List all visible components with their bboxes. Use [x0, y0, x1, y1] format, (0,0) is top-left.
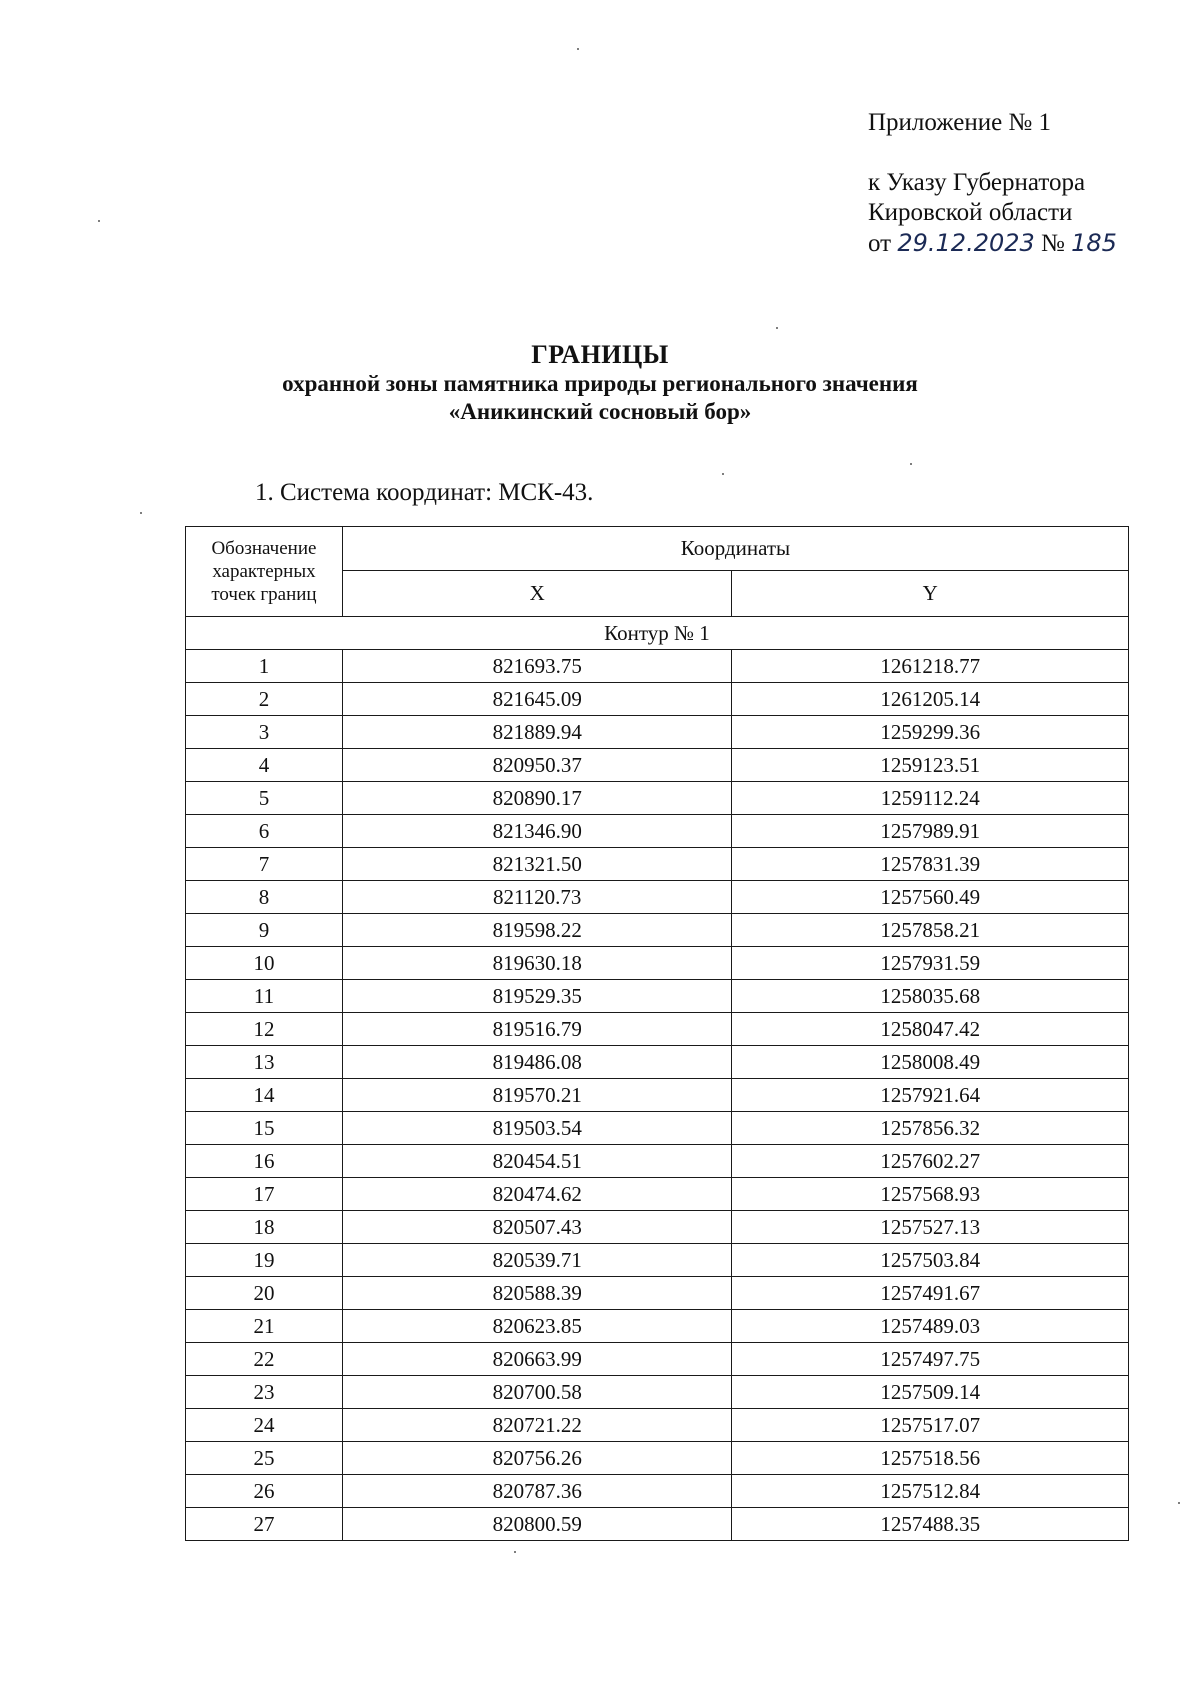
table-row [186, 683, 1129, 716]
scan-speck [910, 463, 912, 465]
y-cell: 1257560.49 [732, 881, 1129, 914]
y-cell: 1261205.14 [732, 683, 1129, 716]
table-row [186, 1376, 1129, 1409]
x-cell: 820756.26 [342, 1442, 732, 1475]
point-cell: 25 [186, 1442, 343, 1475]
point-cell: 5 [186, 782, 343, 815]
table-row [186, 1079, 1129, 1112]
header-y: Y [732, 571, 1129, 617]
x-cell: 820950.37 [342, 749, 732, 782]
point-cell: 17 [186, 1178, 343, 1211]
point-cell: 4 [186, 749, 343, 782]
point-cell: 13 [186, 1046, 343, 1079]
table-row [186, 782, 1129, 815]
y-cell: 1257503.84 [732, 1244, 1129, 1277]
y-cell: 1259112.24 [732, 782, 1129, 815]
table-row [186, 848, 1129, 881]
appendix-block [868, 108, 1117, 259]
y-cell: 1257527.13 [732, 1211, 1129, 1244]
x-cell: 820800.59 [342, 1508, 732, 1541]
y-cell: 1261218.77 [732, 650, 1129, 683]
table-row [186, 815, 1129, 848]
y-cell: 1257512.84 [732, 1475, 1129, 1508]
table-row [186, 749, 1129, 782]
x-cell: 821120.73 [342, 881, 732, 914]
table-row [186, 947, 1129, 980]
x-cell: 819516.79 [342, 1013, 732, 1046]
point-cell: 6 [186, 815, 343, 848]
appendix-date-line [868, 228, 1117, 259]
x-cell: 820507.43 [342, 1211, 732, 1244]
scan-speck [140, 512, 142, 514]
point-cell: 9 [186, 914, 343, 947]
y-cell: 1257989.91 [732, 815, 1129, 848]
point-cell: 1 [186, 650, 343, 683]
x-cell: 821321.50 [342, 848, 732, 881]
point-cell: 27 [186, 1508, 343, 1541]
contour-label: Контур № 1 [186, 617, 1129, 650]
x-cell: 819598.22 [342, 914, 732, 947]
document-title [0, 340, 1200, 426]
x-cell: 820588.39 [342, 1277, 732, 1310]
x-cell: 820721.22 [342, 1409, 732, 1442]
x-cell: 820787.36 [342, 1475, 732, 1508]
table-row [186, 1442, 1129, 1475]
x-cell: 821346.90 [342, 815, 732, 848]
scan-speck [514, 1551, 516, 1553]
x-cell: 821693.75 [342, 650, 732, 683]
table-row [186, 1310, 1129, 1343]
point-cell: 18 [186, 1211, 343, 1244]
point-cell: 11 [186, 980, 343, 1013]
table-row [186, 914, 1129, 947]
point-cell: 7 [186, 848, 343, 881]
table-row [186, 716, 1129, 749]
point-cell: 10 [186, 947, 343, 980]
scan-speck [776, 327, 778, 329]
point-cell: 16 [186, 1145, 343, 1178]
title-subtitle-2: «Аникинский сосновый бор» [448, 399, 752, 424]
y-cell: 1258008.49 [732, 1046, 1129, 1079]
appendix-decree-line: к Указу Губернатора [868, 169, 1086, 196]
point-cell: 20 [186, 1277, 343, 1310]
table-row [186, 881, 1129, 914]
table-row [186, 650, 1129, 683]
y-cell: 1257602.27 [732, 1145, 1129, 1178]
y-cell: 1257488.35 [732, 1508, 1129, 1541]
table-row [186, 1508, 1129, 1541]
table-row [186, 1211, 1129, 1244]
header-x: X [342, 571, 732, 617]
y-cell: 1258035.68 [732, 980, 1129, 1013]
y-cell: 1257517.07 [732, 1409, 1129, 1442]
x-cell: 820454.51 [342, 1145, 732, 1178]
y-cell: 1257518.56 [732, 1442, 1129, 1475]
table-row [186, 1475, 1129, 1508]
table-row [186, 1145, 1129, 1178]
point-cell: 19 [186, 1244, 343, 1277]
point-cell: 24 [186, 1409, 343, 1442]
coordinate-system-label: 1. Система координат: МСК-43. [255, 479, 594, 506]
title-main: ГРАНИЦЫ [531, 340, 669, 369]
table-row [186, 1178, 1129, 1211]
y-cell: 1257856.32 [732, 1112, 1129, 1145]
y-cell: 1257858.21 [732, 914, 1129, 947]
table-row [186, 980, 1129, 1013]
table-row [186, 1013, 1129, 1046]
point-cell: 8 [186, 881, 343, 914]
x-cell: 821645.09 [342, 683, 732, 716]
point-cell: 14 [186, 1079, 343, 1112]
number-prefix: № [1041, 230, 1065, 257]
point-cell: 22 [186, 1343, 343, 1376]
x-cell: 819486.08 [342, 1046, 732, 1079]
appendix-number: Приложение № 1 [868, 109, 1052, 136]
table-row [186, 1343, 1129, 1376]
x-cell: 819503.54 [342, 1112, 732, 1145]
point-cell: 3 [186, 716, 343, 749]
x-cell: 819570.21 [342, 1079, 732, 1112]
scan-speck [1178, 1502, 1180, 1504]
table-row [186, 1277, 1129, 1310]
point-cell: 23 [186, 1376, 343, 1409]
date-prefix: от [868, 230, 892, 257]
y-cell: 1257931.59 [732, 947, 1129, 980]
scan-speck [98, 220, 100, 222]
point-cell: 12 [186, 1013, 343, 1046]
appendix-region-line: Кировской области [868, 199, 1073, 226]
header-coordinates: Координаты [342, 527, 1128, 571]
y-cell: 1257509.14 [732, 1376, 1129, 1409]
x-cell: 820700.58 [342, 1376, 732, 1409]
table-row [186, 1244, 1129, 1277]
y-cell: 1257568.93 [732, 1178, 1129, 1211]
point-cell: 2 [186, 683, 343, 716]
table-row [186, 1409, 1129, 1442]
title-subtitle-1: охранной зоны памятника природы регионального значения [282, 371, 918, 396]
x-cell: 820539.71 [342, 1244, 732, 1277]
x-cell: 819630.18 [342, 947, 732, 980]
handwritten-number: 185 [1071, 229, 1117, 257]
x-cell: 820663.99 [342, 1343, 732, 1376]
y-cell: 1259123.51 [732, 749, 1129, 782]
point-cell: 15 [186, 1112, 343, 1145]
x-cell: 820623.85 [342, 1310, 732, 1343]
x-cell: 820474.62 [342, 1178, 732, 1211]
point-cell: 21 [186, 1310, 343, 1343]
header-designation: Обозначение характерных точек границ [186, 527, 343, 617]
y-cell: 1257491.67 [732, 1277, 1129, 1310]
x-cell: 820890.17 [342, 782, 732, 815]
x-cell: 819529.35 [342, 980, 732, 1013]
handwritten-date: 29.12.2023 [897, 229, 1035, 257]
scan-speck [577, 48, 579, 50]
coordinates-table [185, 526, 1129, 1541]
table-row [186, 1046, 1129, 1079]
x-cell: 821889.94 [342, 716, 732, 749]
y-cell: 1257921.64 [732, 1079, 1129, 1112]
table-row [186, 1112, 1129, 1145]
y-cell: 1257497.75 [732, 1343, 1129, 1376]
point-cell: 26 [186, 1475, 343, 1508]
y-cell: 1258047.42 [732, 1013, 1129, 1046]
y-cell: 1259299.36 [732, 716, 1129, 749]
y-cell: 1257489.03 [732, 1310, 1129, 1343]
y-cell: 1257831.39 [732, 848, 1129, 881]
scan-speck [722, 473, 724, 475]
